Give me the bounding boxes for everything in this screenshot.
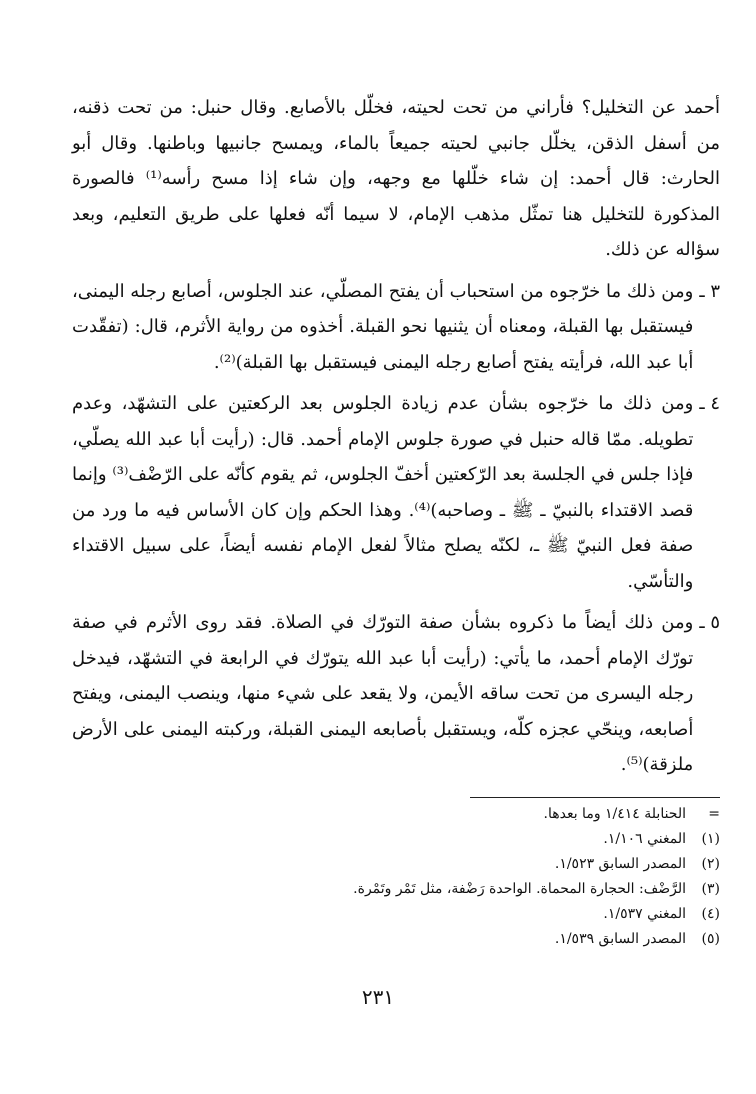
- footnote: [240, 852, 720, 877]
- footnote: [240, 927, 720, 952]
- page-number: ٢٣١: [361, 985, 395, 1009]
- item-text: ومن ذلك أيضاً ما ذكروه بشأن صفة التورّك في الصلاة. فقد روى الأثرم في صفة تورّك الإمام أحمد، ما يأتي: (رأيت أبا عبد الله يتورّك في الرابعة في التشهّد، فيدخل رجله اليسرى من تحت ساقه الأيمن، ولا يقعد على شيء منها، وينصب اليمنى، ويفتح أصابعه، وينحّي عجزه كلّه، ويستقبل بأصابعه اليمنى القبلة، وركبته اليمنى على الأرض ملزقة)⁽⁵⁾.: [72, 612, 694, 775]
- item-number: ٣ ـ: [699, 280, 720, 302]
- footnote: [240, 902, 720, 927]
- footnote-text: المصدر السابق ١/٥٣٩.: [554, 931, 686, 947]
- item-text: ومن ذلك ما خرّجوه بشأن عدم زيادة الجلوس بعد الركعتين على التشهّد، وعدم تطويله. ممّا قاله حنبل في صورة جلوس الإمام أحمد. قال: (رأيت أبا عبد الله يصلّي، فإذا جلس في الجلسة بعد الرّكعتين أخفّ الجلوس، ثم يقوم كأنّه على الرّضْف⁽³⁾ وإنما قصد الاقتداء بالنبيّ ـ ﷺ ـ وصاحبه)⁽⁴⁾. وهذا الحكم وإن كان الأساس فيه ما ورد من صفة فعل النبيّ ﷺ ـ، لكنّه يصلح مثالاً لفعل الإمام نفسه أيضاً، على سبيل الاقتداء والتأسّي.: [72, 393, 694, 592]
- item-number: ٤ ـ: [699, 393, 720, 414]
- main-text: [72, 90, 720, 783]
- footnote-text: المغني ١/٥٣٧.: [603, 906, 686, 922]
- footnote-text: المغني ١/١٠٦.: [603, 831, 686, 847]
- footnote-text: الرَّضْف: الحجارة المحماة. الواحدة رَضْفة، مثل تَمْر وتَمْرة.: [353, 881, 686, 897]
- footnote: [240, 802, 720, 827]
- paragraph-item-4: [72, 386, 720, 599]
- footnote-mark: (٣): [701, 881, 720, 897]
- footnote-text: الحنابلة ١/٤١٤ وما بعدها.: [543, 806, 686, 822]
- paragraph-item-5: [72, 605, 720, 783]
- footnote-mark: (٥): [701, 931, 720, 947]
- footnote-separator: [470, 797, 720, 798]
- footnote-mark: (٢): [701, 856, 720, 872]
- item-number: ٥ ـ: [699, 612, 720, 633]
- footnote-text: المصدر السابق ١/٥٢٣.: [554, 856, 686, 872]
- footnote: [240, 877, 720, 902]
- footnote: [240, 827, 720, 852]
- paragraph-continuation: أحمد عن التخليل؟ فأراني من تحت لحيته، فخلّل بالأصابع. وقال حنبل: من تحت ذقنه، من أسفل الذقن، يخلّل جانبي لحيته جميعاً بالماء، ويمسح جانبيها وباطنها. وقال أبو الحارث: قال أحمد: إن شاء خلّلها مع وجهه، وإن شاء إذا مسح رأسه⁽¹⁾ فالصورة المذكورة للتخليل هنا تمثّل مذهب الإمام، لا سيما أنّه فعلها على طريق التعليم، وبعد سؤاله عن ذلك.: [72, 97, 720, 260]
- footnote-mark: (١): [701, 831, 720, 847]
- footnote-mark: =: [708, 806, 720, 822]
- paragraph-item-3: [72, 274, 720, 381]
- footnote-mark: (٤): [701, 906, 720, 922]
- item-text: ومن ذلك ما خرّجوه من استحباب أن يفتح المصلّي، عند الجلوس، أصابع رجله اليمنى، فيستقبل بها القبلة، ومعناه أن يثنيها نحو القبلة. أخذوه من رواية الأثرم، قال: (تفقّدت أبا عبد الله، فرأيته يفتح أصابع رجله اليمنى فيستقبل بها القبلة)⁽²⁾.: [72, 280, 694, 373]
- footnotes: [240, 802, 720, 952]
